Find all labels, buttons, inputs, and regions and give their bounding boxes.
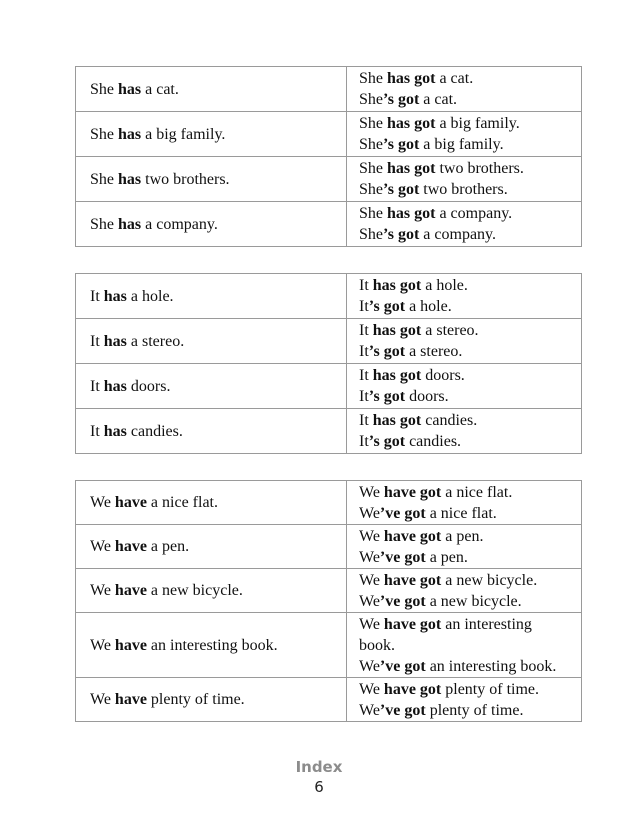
table-row <box>76 525 582 569</box>
have-sentence-cell: We have an interesting book. <box>76 613 347 678</box>
full-form-line: It has got doors. <box>359 367 465 384</box>
table-row <box>76 112 582 157</box>
table-row <box>76 157 582 202</box>
has-got-sentence-cell <box>347 157 582 202</box>
table-row <box>76 409 582 454</box>
has-got-sentence-cell <box>347 202 582 247</box>
has-got-sentence-cell <box>347 274 582 319</box>
it-has-table <box>75 273 582 454</box>
table-row <box>76 481 582 525</box>
table-row <box>76 364 582 409</box>
short-form-line: She’s got a cat. <box>359 91 458 108</box>
table-row <box>76 678 582 722</box>
has-got-sentence-cell <box>347 112 582 157</box>
table-row <box>76 67 582 112</box>
have-sentence-cell: We have a nice flat. <box>76 481 347 525</box>
short-form-line: It’s got a stereo. <box>359 343 463 360</box>
short-form-line: We’ve got an interesting book. <box>359 657 557 675</box>
short-form-line: We’ve got a new bicycle. <box>359 592 522 610</box>
has-got-sentence-cell <box>347 319 582 364</box>
table-row <box>76 569 582 613</box>
short-form-line: She’s got two brothers. <box>359 181 508 198</box>
short-form-line: It’s got a hole. <box>359 298 452 315</box>
have-got-sentence-cell <box>347 613 582 678</box>
has-got-sentence-cell <box>347 67 582 112</box>
short-form-line: She’s got a company. <box>359 226 497 243</box>
has-got-sentence-cell <box>347 409 582 454</box>
she-has-table <box>75 66 582 247</box>
full-form-line: We have got a pen. <box>359 527 484 545</box>
full-form-line: We have got an interesting <box>359 615 532 633</box>
have-got-sentence-cell <box>347 481 582 525</box>
table-row <box>76 613 582 678</box>
has-sentence-cell: She has a big family. <box>76 112 347 157</box>
has-sentence-cell: It has candies. <box>76 409 347 454</box>
full-form-line: It has got a stereo. <box>359 322 479 339</box>
have-sentence-cell: We have plenty of time. <box>76 678 347 722</box>
short-form-line: She’s got a big family. <box>359 136 504 153</box>
have-sentence-cell: We have a new bicycle. <box>76 569 347 613</box>
full-form-line: She has got a company. <box>359 205 513 222</box>
full-form-line: She has got two brothers. <box>359 160 524 177</box>
full-form-line: She has got a cat. <box>359 70 474 87</box>
full-form-line-continued: book. <box>359 636 395 654</box>
short-form-line: We’ve got plenty of time. <box>359 701 524 719</box>
have-got-sentence-cell <box>347 525 582 569</box>
has-got-sentence-cell <box>347 364 582 409</box>
have-got-sentence-cell <box>347 569 582 613</box>
has-sentence-cell: She has a cat. <box>76 67 347 112</box>
table-row <box>76 319 582 364</box>
has-sentence-cell: It has a stereo. <box>76 319 347 364</box>
short-form-line: We’ve got a pen. <box>359 548 468 566</box>
have-sentence-cell: We have a pen. <box>76 525 347 569</box>
table-row <box>76 202 582 247</box>
full-form-line: We have got plenty of time. <box>359 680 540 698</box>
full-form-line: We have got a nice flat. <box>359 483 513 501</box>
has-sentence-cell: It has a hole. <box>76 274 347 319</box>
we-have-table <box>75 480 582 722</box>
full-form-line: We have got a new bicycle. <box>359 571 538 589</box>
full-form-line: It has got a hole. <box>359 277 468 294</box>
short-form-line: It’s got doors. <box>359 388 449 405</box>
full-form-line: It has got candies. <box>359 412 478 429</box>
has-sentence-cell: It has doors. <box>76 364 347 409</box>
table-row <box>76 274 582 319</box>
has-sentence-cell: She has two brothers. <box>76 157 347 202</box>
full-form-line: She has got a big family. <box>359 115 520 132</box>
short-form-line: It’s got candies. <box>359 433 462 450</box>
short-form-line: We’ve got a nice flat. <box>359 504 497 522</box>
index-label: Index <box>295 758 343 776</box>
page-number: 6 <box>314 778 324 796</box>
has-sentence-cell: She has a company. <box>76 202 347 247</box>
have-got-sentence-cell <box>347 678 582 722</box>
